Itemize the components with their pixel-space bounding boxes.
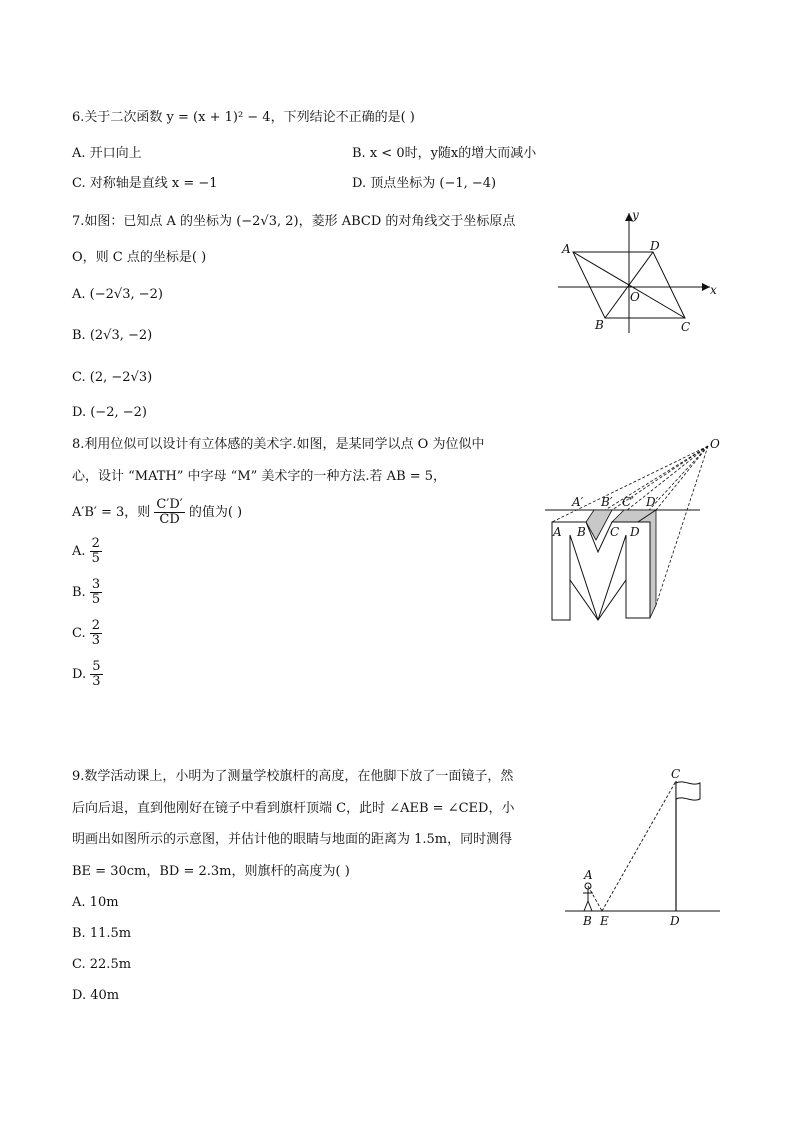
q6-option-b[interactable] [352, 146, 536, 162]
label-b: B [595, 318, 604, 332]
option-label: A. [72, 895, 86, 910]
label-b: B [583, 914, 592, 928]
option-text: 11.5m [89, 926, 132, 941]
fraction [90, 578, 102, 607]
option-text: 对称轴是直线 x = −1 [89, 176, 218, 191]
label-d-prime: D′ [646, 495, 659, 509]
q6-option-a[interactable] [72, 146, 142, 162]
label-c: C [681, 320, 691, 334]
option-label: B. [72, 585, 86, 600]
label-a-prime: A′ [572, 495, 584, 509]
label-o: O [630, 290, 640, 304]
label-e: E [600, 914, 609, 928]
q9-option-d[interactable] [72, 988, 119, 1004]
option-label: A. [72, 146, 86, 161]
fraction-denominator: 5 [91, 551, 100, 566]
option-label: C. [72, 176, 86, 191]
q7-option-d[interactable] [72, 405, 147, 421]
q7-rhombus-figure [550, 205, 730, 340]
fraction-denominator: 5 [91, 592, 101, 607]
q9-option-c[interactable] [72, 957, 131, 973]
fraction-numerator: 5 [92, 659, 101, 674]
fraction-numerator: 2 [91, 536, 100, 551]
fraction [90, 619, 102, 648]
q8-option-b[interactable] [72, 578, 102, 608]
q7-option-c[interactable] [72, 370, 152, 386]
option-label: C. [72, 626, 86, 641]
q6-stem: 6.关于二次函数 y = (x + 1)² − 4，下列结论不正确的是( ) [72, 110, 415, 125]
label-c-prime: C′ [622, 495, 634, 509]
option-text: 22.5m [89, 957, 132, 972]
q7-option-a[interactable] [72, 287, 163, 303]
option-text: 40m [90, 988, 120, 1003]
fraction-denominator: 3 [92, 674, 101, 689]
q9-stem-line3: 明画出如图所示的示意图，并估计他的眼睛与地面的距离为 1.5m，同时测得 [72, 832, 513, 847]
label-d: D [630, 525, 640, 539]
option-label: B. [72, 328, 86, 343]
option-label: D. [352, 176, 367, 191]
option-label: C. [72, 370, 86, 385]
q8-stem-line1: 8.利用位似可以设计有立体感的美术字.如图，是某同学以点 O 为位似中 [72, 437, 485, 452]
q8-option-d[interactable] [72, 660, 103, 690]
fraction [154, 498, 184, 527]
option-label: D. [72, 667, 87, 682]
fraction-denominator: CD [159, 512, 180, 527]
label-d: D [670, 914, 680, 928]
q8-option-a[interactable] [72, 537, 102, 567]
stem-text: 的值为( ) [188, 505, 243, 520]
q8-stem-line3 [72, 498, 242, 528]
option-text: x < 0时，y随x的增大而减小 [369, 146, 537, 161]
label-a: A [584, 868, 593, 882]
q7-stem-line2: O，则 C 点的坐标是( ) [72, 250, 207, 265]
label-a: A [553, 525, 562, 539]
fraction-numerator: C′D′ [156, 497, 183, 512]
q7-option-b[interactable] [72, 328, 152, 344]
option-text: 开口向上 [89, 146, 142, 161]
label-x: x [710, 283, 717, 297]
fraction-denominator: 3 [91, 633, 101, 648]
label-y: y [632, 208, 639, 222]
fraction-numerator: 2 [91, 618, 101, 633]
label-c: C [610, 525, 620, 539]
q9-stem-line4: BE = 30cm，BD = 2.3m，则旗杆的高度为( ) [72, 864, 350, 879]
label-b-prime: B′ [601, 495, 613, 509]
label-c: C [671, 767, 681, 781]
q6-option-d[interactable] [352, 176, 496, 192]
label-d: D [650, 239, 660, 253]
option-label: A. [72, 544, 86, 559]
q8-letter-m-figure [540, 430, 730, 630]
label-a: A [562, 242, 571, 256]
label-b: B [577, 525, 586, 539]
q9-flagpole-figure [560, 765, 726, 935]
q9-stem-line1: 9.数学活动课上，小明为了测量学校旗杆的高度，在他脚下放了一面镜子，然 [72, 769, 514, 784]
q7-stem-line1: 7.如图：已知点 A 的坐标为 (−2√3, 2)，菱形 ABCD 的对角线交于坐标原点 [72, 214, 516, 229]
fraction [90, 660, 102, 689]
option-label: B. [352, 146, 366, 161]
q9-option-b[interactable] [72, 926, 131, 942]
option-label: B. [72, 926, 86, 941]
fraction-numerator: 3 [91, 577, 101, 592]
q9-stem-line2: 后向后退，直到他刚好在镜子中看到旗杆顶端 C，此时 ∠AEB = ∠CED，小 [72, 801, 515, 816]
q8-option-c[interactable] [72, 619, 102, 649]
option-label: D. [72, 405, 87, 420]
q8-stem-line2: 心，设计 “MATH” 中字母 “M” 美术字的一种方法.若 AB = 5， [72, 469, 447, 484]
option-label: A. [72, 287, 86, 302]
fraction [90, 537, 102, 566]
option-label: D. [72, 988, 87, 1003]
option-text: 顶点坐标为 (−1, −4) [370, 176, 497, 191]
option-text: 10m [89, 895, 119, 910]
label-o: O [710, 437, 720, 451]
option-text: (2√3, −2) [89, 328, 153, 343]
stem-text: A′B′ = 3，则 [72, 505, 151, 520]
option-text: (−2, −2) [90, 405, 147, 420]
q9-option-a[interactable] [72, 895, 119, 911]
option-text: (−2√3, −2) [89, 287, 163, 302]
option-text: (2, −2√3) [89, 370, 153, 385]
q6-option-c[interactable] [72, 176, 218, 192]
option-label: C. [72, 957, 86, 972]
